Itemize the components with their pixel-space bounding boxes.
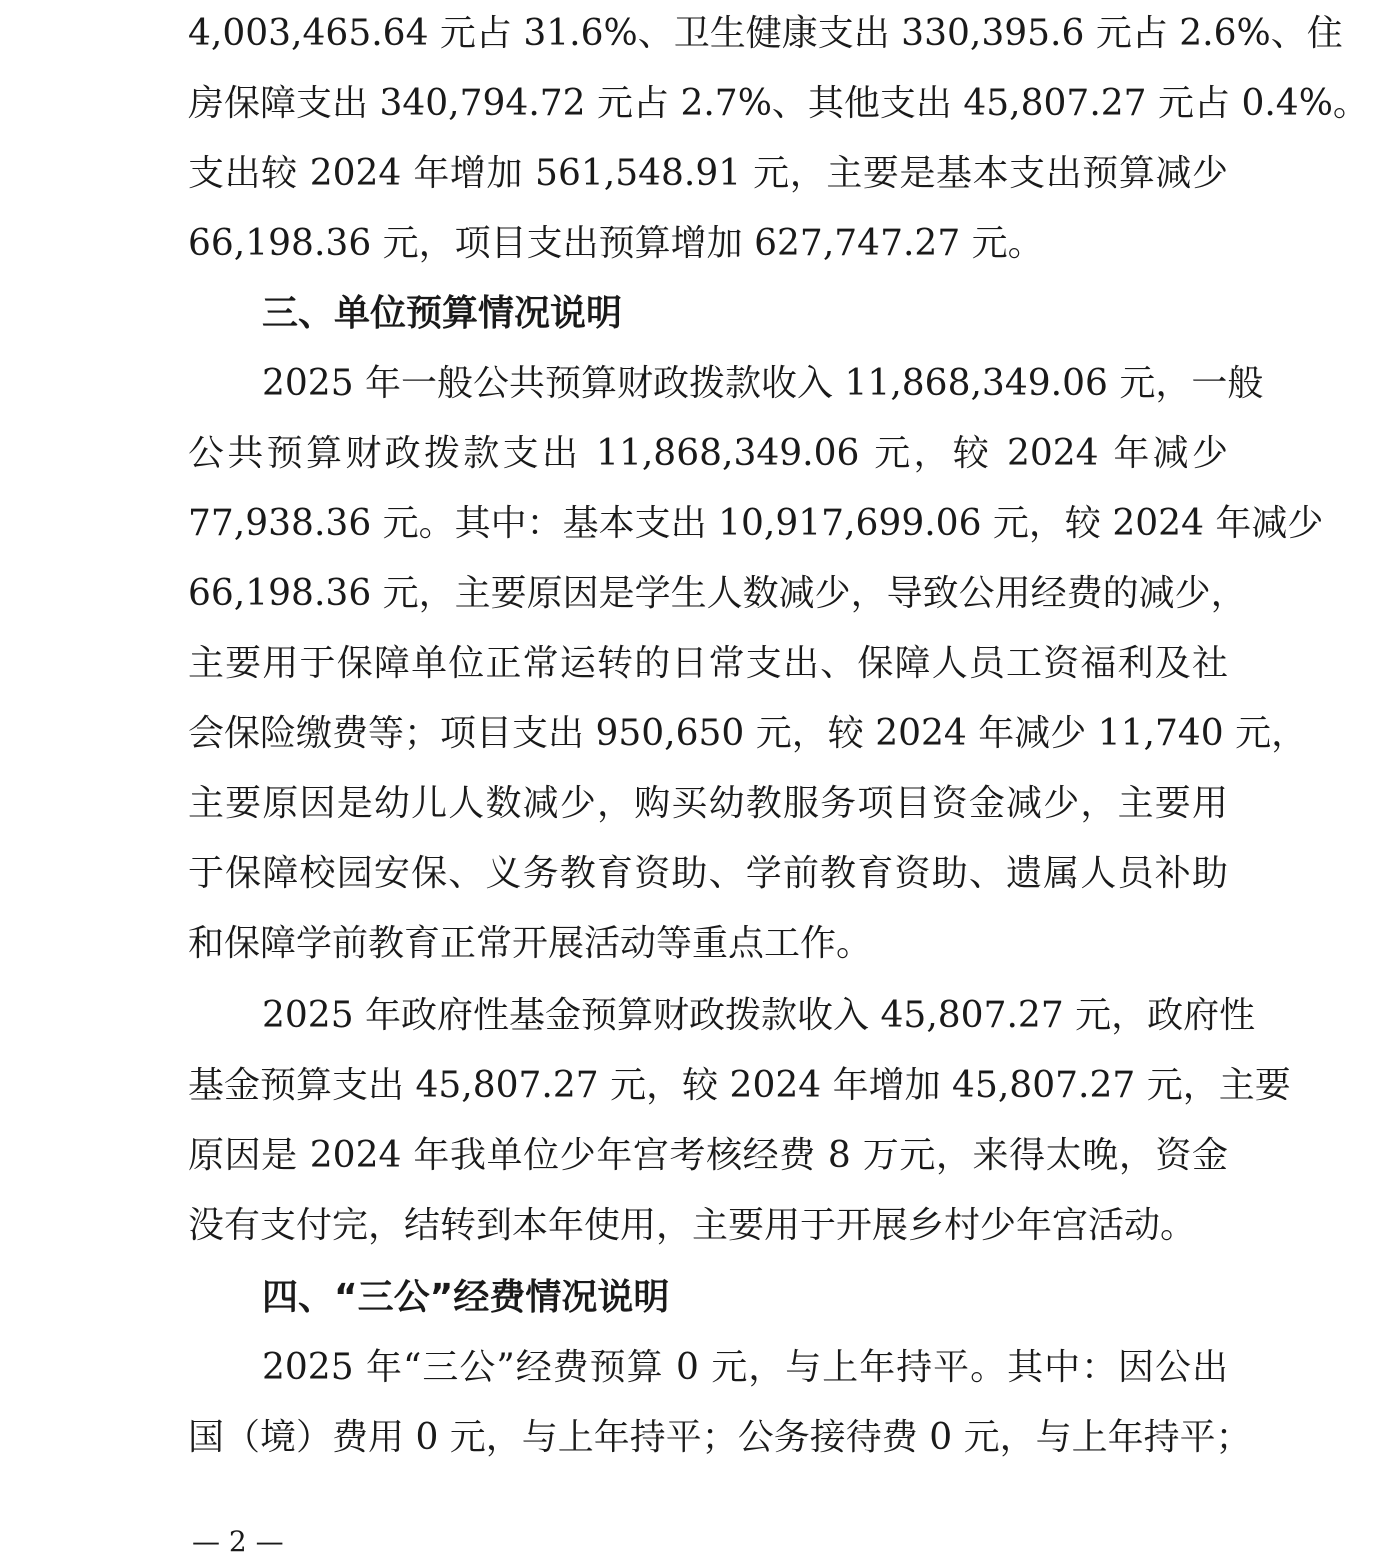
page-number: — 2 —	[192, 1525, 284, 1558]
text-line: 原因是 2024 年我单位少年宫考核经费 8 万元，来得太晚，资金	[188, 1135, 1228, 1176]
text-line: 主要原因是幼儿人数减少，购买幼教服务项目资金减少，主要用	[188, 783, 1228, 824]
text-line: 房保障支出 340,794.72 元占 2.7%、其他支出 45,807.27 元占 0.4%。	[188, 83, 1369, 124]
text-line: 国（境）费用 0 元，与上年持平；公务接待费 0 元，与上年持平；	[188, 1417, 1252, 1458]
text-line: 没有支付完，结转到本年使用，主要用于开展乡村少年宫活动。	[188, 1205, 1197, 1246]
text-line: 77,938.36 元。其中：基本支出 10,917,699.06 元，较 2024 年减少	[188, 503, 1324, 544]
text-line: 支出较 2024 年增加 561,548.91 元，主要是基本支出预算减少	[188, 153, 1228, 194]
text-line: 和保障学前教育正常开展活动等重点工作。	[188, 923, 873, 964]
text-line: 公共预算财政拨款支出 11,868,349.06 元，较 2024 年减少	[188, 433, 1228, 474]
text-line: 66,198.36 元，主要原因是学生人数减少，导致公用经费的减少，	[188, 573, 1247, 614]
section-heading-4: 四、“三公”经费情况说明	[262, 1277, 670, 1318]
text-line: 主要用于保障单位正常运转的日常支出、保障人员工资福利及社	[188, 643, 1228, 684]
text-line: 2025 年“三公”经费预算 0 元，与上年持平。其中：因公出	[262, 1347, 1228, 1388]
text-line: 于保障校园安保、义务教育资助、学前教育资助、遗属人员补助	[188, 853, 1228, 894]
text-line: 66,198.36 元，项目支出预算增加 627,747.27 元。	[188, 223, 1044, 264]
section-heading-3: 三、单位预算情况说明	[262, 293, 623, 334]
text-line: 基金预算支出 45,807.27 元，较 2024 年增加 45,807.27 元，主要	[188, 1065, 1291, 1106]
text-line: 2025 年政府性基金预算财政拨款收入 45,807.27 元，政府性	[262, 995, 1256, 1036]
text-line: 2025 年一般公共预算财政拨款收入 11,868,349.06 元，一般	[262, 363, 1264, 404]
text-line: 4,003,465.64 元占 31.6%、卫生健康支出 330,395.6 元占 2.6%、住	[188, 13, 1343, 54]
text-line: 会保险缴费等；项目支出 950,650 元，较 2024 年减少 11,740 元，	[188, 713, 1308, 754]
